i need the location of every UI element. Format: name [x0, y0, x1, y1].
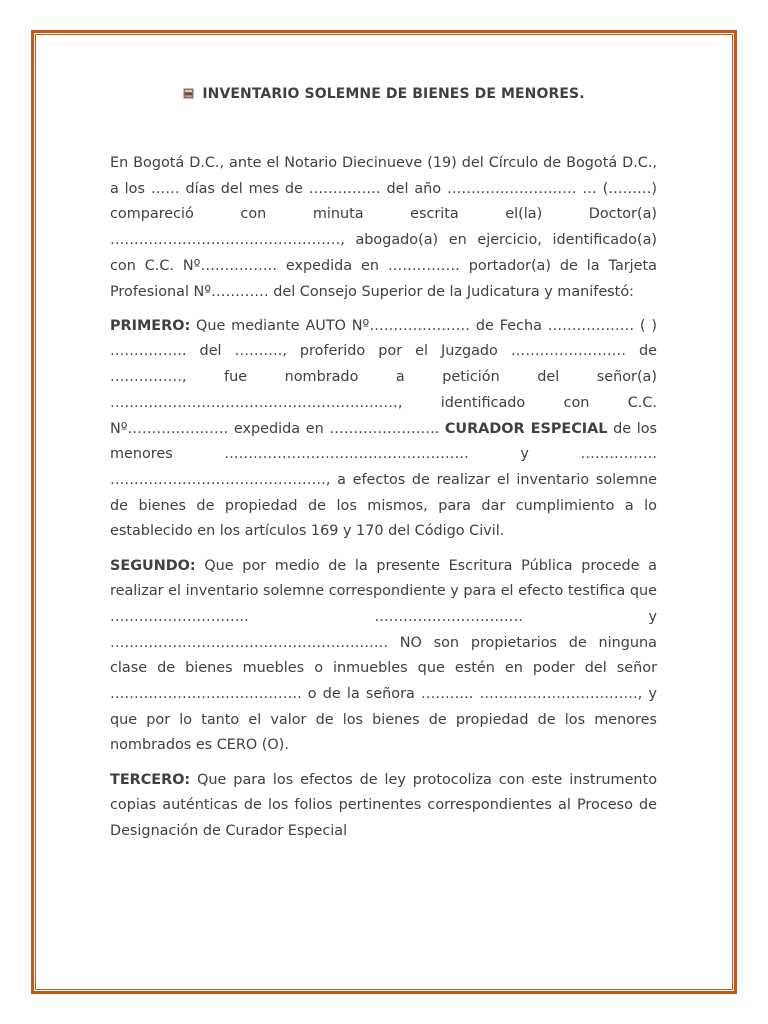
primero-text-1: Que mediante AUTO Nº………………… de Fecha ……………… ( ) ……………. del ………., proferido por el Juzgado …………………… de ……………, fue nombrado a petición del señor(a) ……………………………………………………, identificado con C.C. Nº………………… expedida en …………………..	[110, 317, 657, 437]
primero-text-2: de los menores …………………………………………… y ……………. ………………………………………, a efectos de realizar el inventario solemne de bienes de propiedad de los mismos, para dar cumplimiento a lo establecido en los artículos 169 y 170 del Código Civil.	[110, 420, 658, 540]
primero-paragraph	[110, 314, 657, 545]
segundo-label: SEGUNDO:	[110, 557, 196, 574]
document-title: INVENTARIO SOLEMNE DE BIENES DE MENORES.	[202, 86, 585, 102]
tercero-text: Que para los efectos de ley protocoliza con este instrumento copias auténticas de los folios pertinentes correspondientes al Proceso de Designación de Curador Especial	[110, 771, 657, 840]
curador-especial-label: CURADOR ESPECIAL	[444, 420, 608, 437]
document-clip-icon	[183, 88, 194, 99]
document-title-row	[0, 86, 768, 102]
intro-paragraph: En Bogotá D.C., ante el Notario Diecinueve (19) del Círculo de Bogotá D.C., a los …… días del mes de …………… del año ……………………… … (………) compareció con minuta escrita el(la) Doctor(a) …………………………………………, abogado(a) en ejercicio, identificado(a) con C.C. Nº……………. expedida en …………… portador(a) de la Tarjeta Profesional Nº………… del Consejo Superior de la Judicatura y manifestó:	[110, 155, 657, 300]
primero-label: PRIMERO:	[110, 317, 191, 334]
segundo-text: Que por medio de la presente Escritura Pública procede a realizar el inventario solemne correspondiente y para el efecto testifica que ……………………….. …………………………. y …………………………………………………. NO son propietarios de ninguna clase de bienes muebles o inmuebles que estén en poder del señor …………………………………. o de la señora ……….. ……………………………, y que por lo tanto el valor de los bienes de propiedad de los menores nombrados es CERO (O).	[110, 557, 657, 754]
document-body	[110, 151, 657, 853]
segundo-paragraph	[110, 554, 657, 760]
tercero-label: TERCERO:	[110, 771, 191, 788]
tercero-paragraph	[110, 768, 657, 845]
